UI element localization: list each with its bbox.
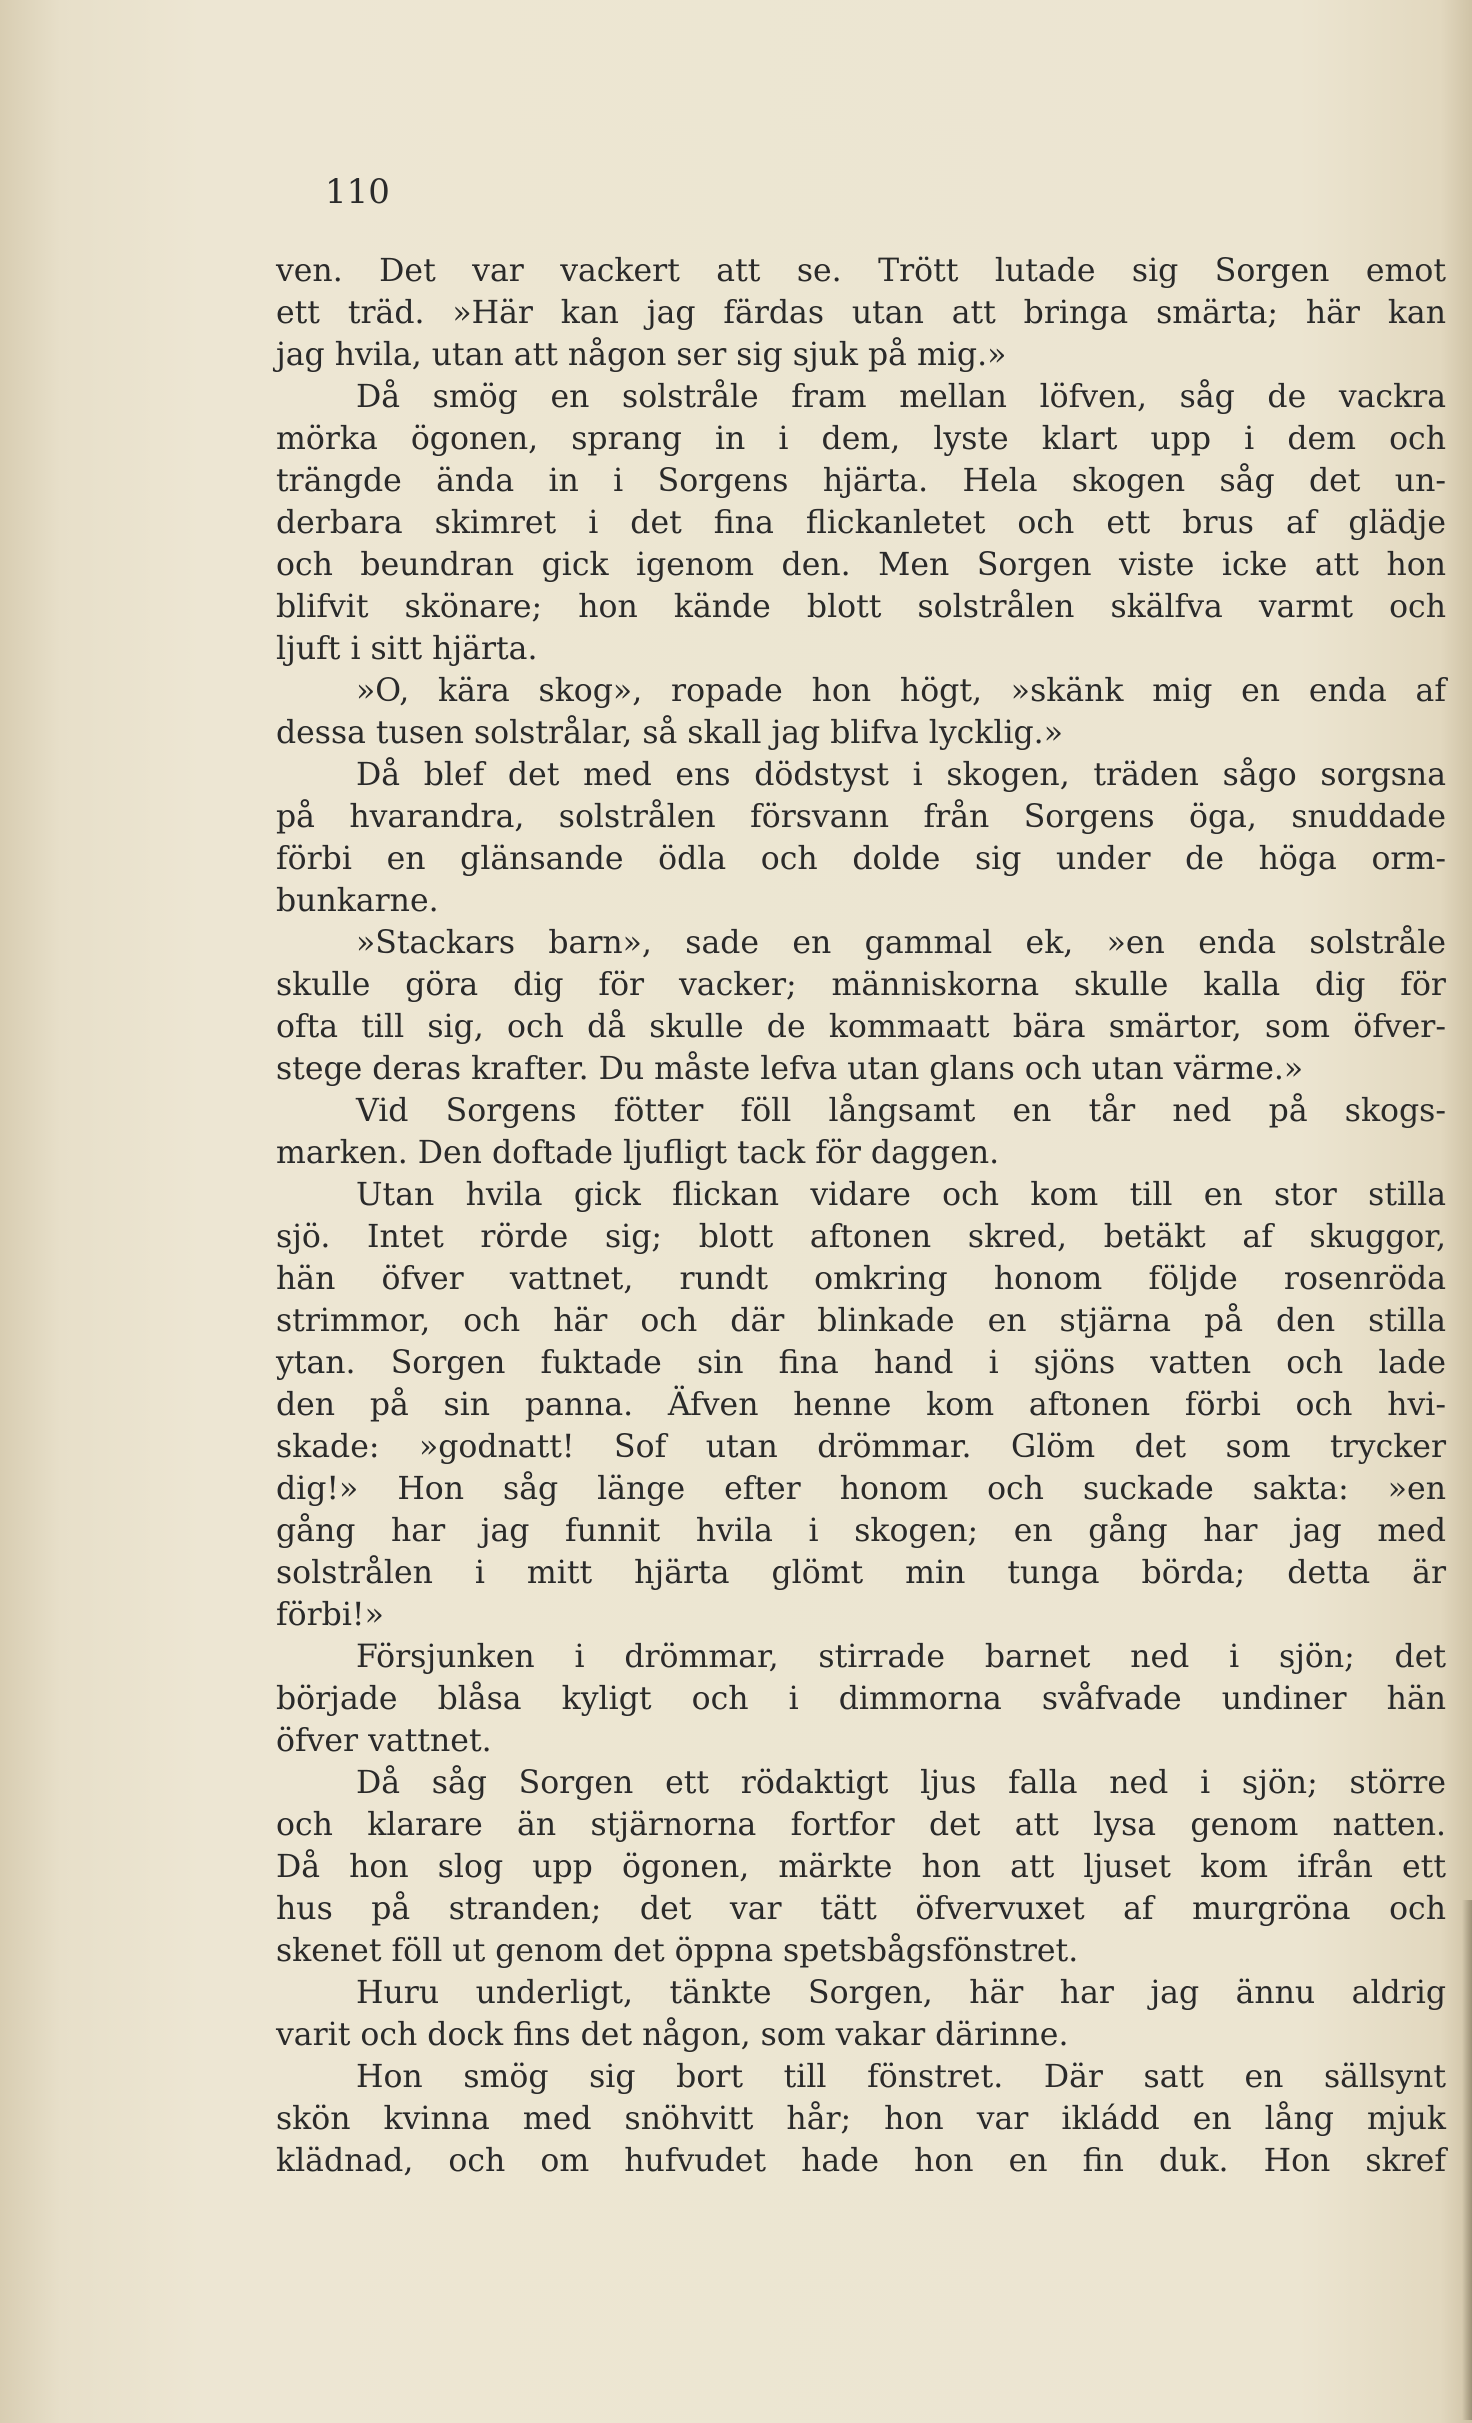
text-line: »Stackars barn», sade en gammal ek, »en enda solstråle (356, 925, 1446, 961)
text-line: dig!» Hon såg länge efter honom och suckade sakta: »en (276, 1471, 1446, 1507)
text-line: ofta till sig, och då skulle de kommaatt bära smärtor, som öfver- (276, 1009, 1446, 1045)
text-line: och klarare än stjärnorna fortfor det att lysa genom natten. (276, 1807, 1446, 1843)
text-line: klädnad, och om hufvudet hade hon en fin duk. Hon skref (276, 2143, 1446, 2179)
text-line: förbi!» (276, 1597, 384, 1633)
text-line: och beundran gick igenom den. Men Sorgen viste icke att hon (276, 547, 1446, 583)
text-line: stege deras krafter. Du måste lefva utan glans och utan värme.» (276, 1051, 1304, 1087)
text-line: Då blef det med ens dödstyst i skogen, träden sågo sorgsna (356, 757, 1446, 793)
text-line: ljuft i sitt hjärta. (276, 631, 538, 667)
text-line: skulle göra dig för vacker; människorna skulle kalla dig för (276, 967, 1446, 1003)
text-line: derbara skimret i det fina flickanletet och ett brus af glädje (276, 505, 1446, 541)
text-line: sjö. Intet rörde sig; blott aftonen skred, betäkt af skuggor, (276, 1219, 1446, 1255)
text-line: skade: »godnatt! Sof utan drömmar. Glöm det som trycker (276, 1429, 1446, 1465)
text-line: Försjunken i drömmar, stirrade barnet ned i sjön; det (356, 1639, 1446, 1675)
text-line: gång har jag funnit hvila i skogen; en gång har jag med (276, 1513, 1446, 1549)
text-line: förbi en glänsande ödla och dolde sig under de höga orm- (276, 841, 1446, 877)
text-line: Huru underligt, tänkte Sorgen, här har jag ännu aldrig (356, 1975, 1446, 2011)
text-line: ett träd. »Här kan jag färdas utan att bringa smärta; här kan (276, 295, 1446, 331)
text-line: solstrålen i mitt hjärta glömt min tunga börda; detta är (276, 1555, 1446, 1591)
page-edge-shadow (1462, 1900, 1472, 2420)
text-line: »O, kära skog», ropade hon högt, »skänk mig en enda af (356, 673, 1446, 709)
text-line: hän öfver vattnet, rundt omkring honom följde rosenröda (276, 1261, 1446, 1297)
text-line: den på sin panna. Äfven henne kom aftonen förbi och hvi- (276, 1387, 1446, 1423)
text-line: bunkarne. (276, 883, 439, 919)
text-line: ytan. Sorgen fuktade sin fina hand i sjöns vatten och lade (276, 1345, 1446, 1381)
text-line: började blåsa kyligt och i dimmorna svåfvade undiner hän (276, 1681, 1446, 1717)
text-line: på hvarandra, solstrålen försvann från Sorgens öga, snuddade (276, 799, 1446, 835)
text-line: skön kvinna med snöhvitt hår; hon var ikládd en lång mjuk (276, 2101, 1446, 2137)
text-line: hus på stranden; det var tätt öfvervuxet af murgröna och (276, 1891, 1446, 1927)
text-line: mörka ögonen, sprang in i dem, lyste klart upp i dem och (276, 421, 1446, 457)
page-number: 110 (325, 172, 390, 212)
text-line: dessa tusen solstrålar, så skall jag blifva lycklig.» (276, 715, 1063, 751)
text-line: strimmor, och här och där blinkade en stjärna på den stilla (276, 1303, 1446, 1339)
text-line: Utan hvila gick flickan vidare och kom till en stor stilla (356, 1177, 1446, 1213)
text-line: marken. Den doftade ljufligt tack för daggen. (276, 1135, 1000, 1171)
text-line: trängde ända in i Sorgens hjärta. Hela skogen såg det un- (276, 463, 1446, 499)
text-line: jag hvila, utan att någon ser sig sjuk på mig.» (276, 337, 1007, 373)
text-line: blifvit skönare; hon kände blott solstrålen skälfva varmt och (276, 589, 1446, 625)
text-line: Då smög en solstråle fram mellan löfven, såg de vackra (356, 379, 1446, 415)
text-line: Hon smög sig bort till fönstret. Där satt en sällsynt (356, 2059, 1446, 2095)
text-line: öfver vattnet. (276, 1723, 492, 1759)
text-line: Då såg Sorgen ett rödaktigt ljus falla ned i sjön; större (356, 1765, 1446, 1801)
text-line: Då hon slog upp ögonen, märkte hon att ljuset kom ifrån ett (276, 1849, 1446, 1885)
text-line: skenet föll ut genom det öppna spetsbågsfönstret. (276, 1933, 1079, 1969)
text-line: Vid Sorgens fötter föll långsamt en tår ned på skogs- (356, 1093, 1446, 1129)
text-line: ven. Det var vackert att se. Trött lutade sig Sorgen emot (276, 253, 1446, 289)
text-line: varit och dock fins det någon, som vakar därinne. (276, 2017, 1069, 2053)
body-text (276, 250, 1446, 2182)
